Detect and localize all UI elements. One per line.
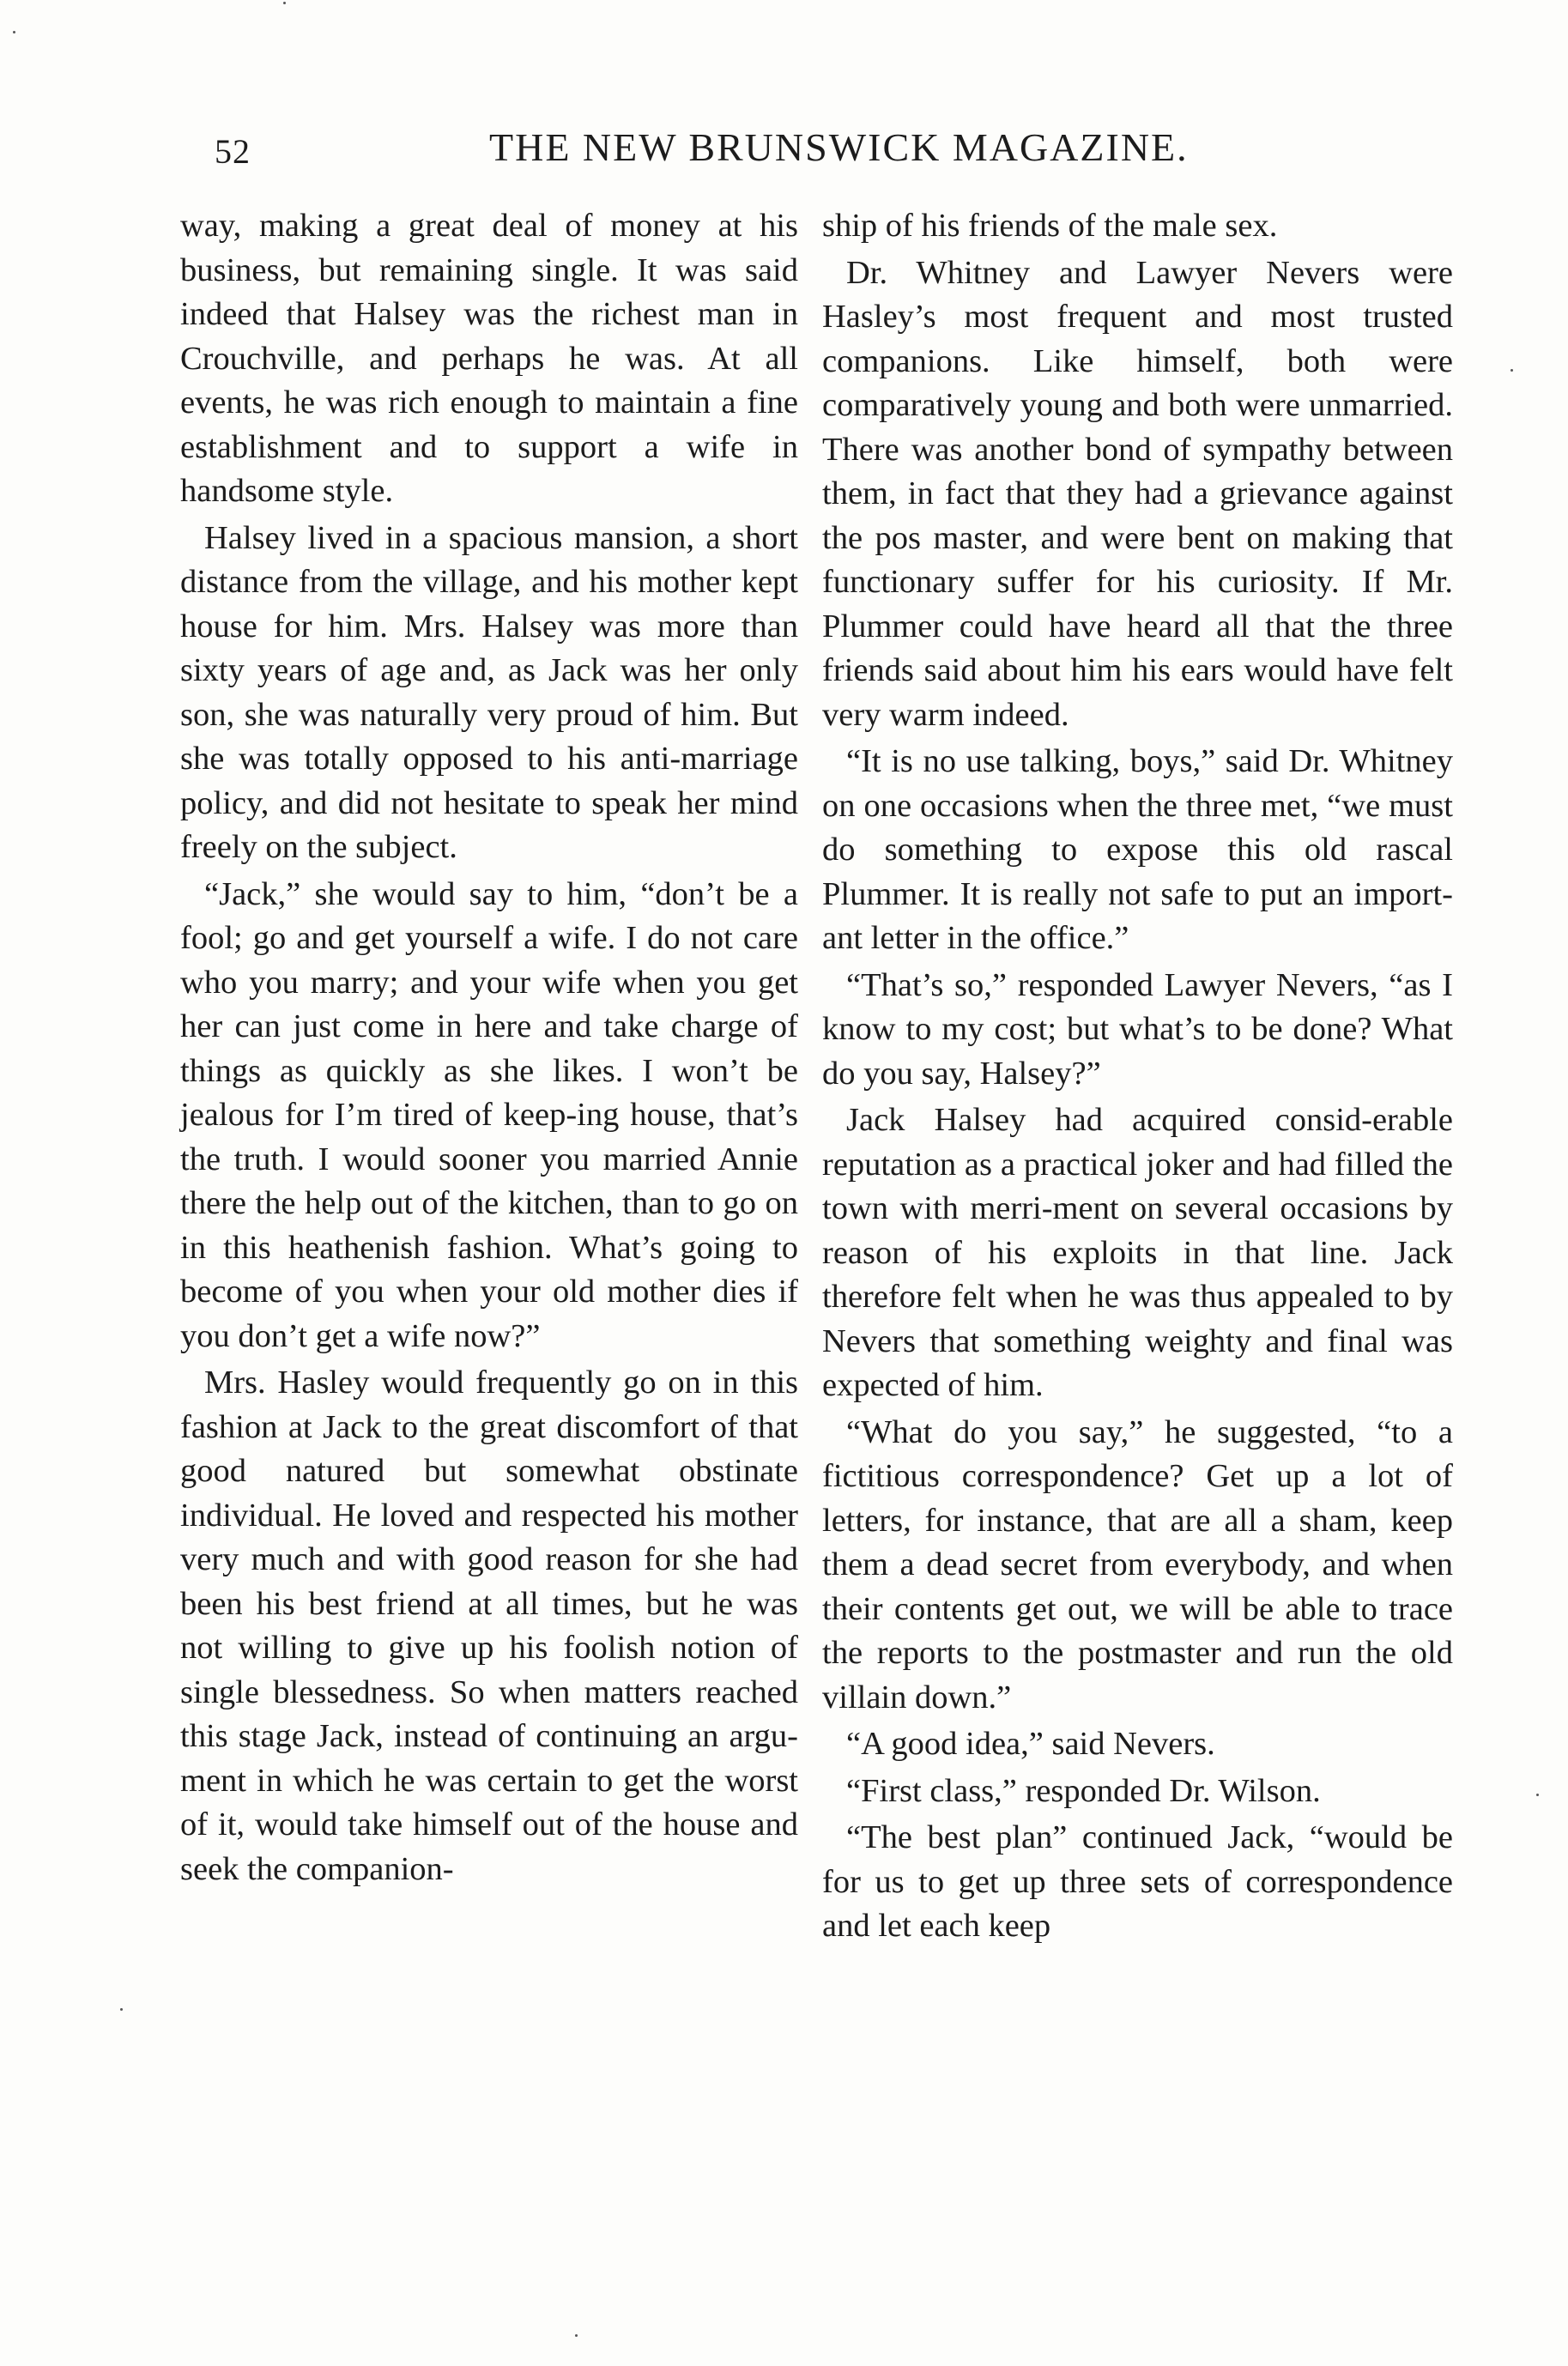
paragraph: “First class,” responded Dr. Wilson. bbox=[846, 1772, 1321, 1809]
paragraph: Halsey lived in a spacious mansion, a short distance from the village, and his mother kept house for him. Mrs. Halsey was more than sixty years of age and, as Jack was her only son, she was naturally very proud of him. But she was totally opposed to his anti-marriage policy, and did not hesitate to speak her mind freely on the subject. bbox=[180, 519, 798, 865]
print-speck bbox=[1536, 1794, 1539, 1796]
paragraph: “The best plan” continued Jack, “would be for us to get up three sets of correspondence and let each keep bbox=[822, 1819, 1453, 1944]
paragraph: “A good idea,” said Nevers. bbox=[846, 1726, 1215, 1762]
paragraph: Dr. Whitney and Lawyer Nevers were Hasley’s most frequent and most trusted companions. Like himself, both were comparatively young and both were unmarried. There was another bond of sympathy between them, in fact that they had a grievance against the pos master, and were bent on making that functionary suffer for his curiosity. If Mr. Plummer could have heard all that the three friends said about him his ears would have felt very warm indeed. bbox=[822, 254, 1453, 733]
print-speck bbox=[575, 2334, 578, 2337]
paragraph: way, making a great deal of money at his business, but remaining single. It was said indeed that Halsey was the richest man in Crouchville, and perhaps he was. At all events, he was rich enough to maintain a fine establishment and to support a wife in handsome style. bbox=[180, 208, 798, 509]
page-number: 52 bbox=[215, 132, 251, 171]
print-speck bbox=[13, 31, 15, 33]
print-speck bbox=[120, 2008, 123, 2011]
page-header bbox=[215, 124, 1189, 193]
print-speck bbox=[1510, 369, 1513, 372]
running-title: THE NEW BRUNSWICK MAGAZINE. bbox=[489, 125, 1189, 169]
paragraph: “What do you say,” he suggested, “to a fictitious correspondence? Get up a lot of letters, for instance, that are all a sham, keep them a dead secret from everybody, and when their contents get out, we will be able to trace the reports to the postmaster and run the old villain down.” bbox=[822, 1413, 1453, 1716]
paragraph: “It is no use talking, boys,” said Dr. Whitney on one occasions when the three met, “we must do something to expose this old rascal Plummer. It is really not safe to put an import-ant letter in the office.” bbox=[822, 743, 1453, 956]
paragraph: “Jack,” she would say to him, “don’t be a fool; go and get yourself a wife. I do not care who you marry; and your wife when you get her can just come in here and take charge of things as quickly as she likes. I won’t be jealous for I’m tired of keep-ing house, that’s the truth. I would sooner you married Annie there the help out of the kitchen, than to go on in this heathenish fashion. What’s going to become of you when your old mother dies if you don’t get a wife now?” bbox=[180, 875, 798, 1354]
paragraph: Jack Halsey had acquired consid-erable reputation as a practical joker and had filled the town with merri-ment on several occasions by reason of his exploits in that line. Jack therefore felt when he was thus appealed to by Nevers that something weighty and final was expected of him. bbox=[822, 1102, 1453, 1403]
print-speck bbox=[283, 2, 286, 4]
paragraph: ship of his friends of the male sex. bbox=[822, 208, 1278, 244]
left-column bbox=[180, 204, 798, 1891]
paragraph: Mrs. Hasley would frequently go on in this fashion at Jack to the great discomfort of that good natured but somewhat obstinate individual. He loved and respected his mother very much and with good reason for she had been his best friend at all times, but he was not willing to give up his foolish notion of single blessedness. So when matters reached this stage Jack, instead of continuing an argu-ment in which he was certain to get the worst of it, would take himself out of the house and seek the companion- bbox=[180, 1365, 798, 1887]
right-column bbox=[822, 204, 1453, 1949]
paragraph: “That’s so,” responded Lawyer Nevers, “as I know to my cost; but what’s to be done? What do you say, Halsey?” bbox=[822, 966, 1453, 1092]
